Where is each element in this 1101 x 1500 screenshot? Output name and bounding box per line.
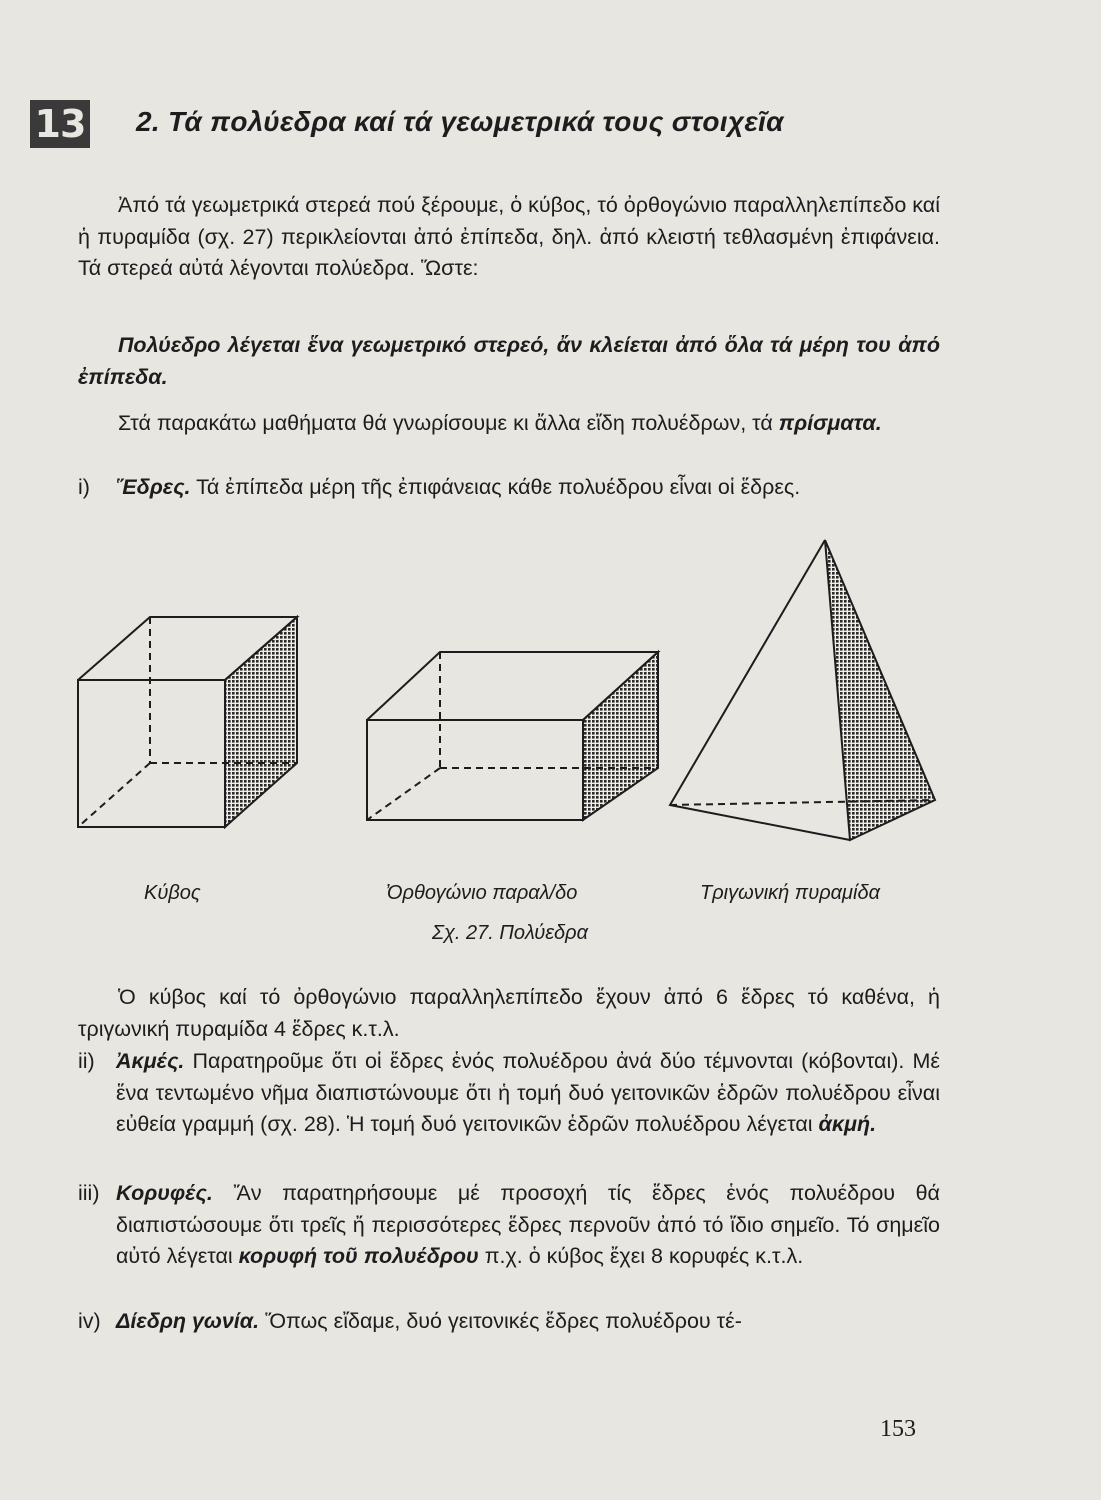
- item-text: Ὅπως εἴδαμε, δυό γειτονικές ἕδρες πολυέδρου τέ-: [265, 1309, 742, 1333]
- pyramid-front-edges: [670, 540, 850, 840]
- faces-count-paragraph: Ὁ κύβος καί τό ὀρθογώνιο παραλληλεπίπεδο ἔχουν ἀπό 6 ἕδρες τό καθένα, ἡ τριγωνική πυραμίδα 4 ἕδρες κ.τ.λ.: [78, 985, 940, 1041]
- chapter-badge: 13: [30, 100, 90, 148]
- item-text-secondary: π.χ. ὁ κύβος ἔχει 8 κορυφές κ.τ.λ.: [484, 1244, 804, 1268]
- intro-paragraph: Ἀπό τά γεωμετρικά στερεά πού ξέρουμε, ὁ κύβος, τό ὀρθογώνιο παραλληλεπίπεδο καί ἡ πυραμίδα (σχ. 27) περικλείονται ἀπό ἐπίπεδα, δηλ. ἀπό κλειστή τεθλασμένη ἐπιφάνεια. Τά στερεά αὐτά λέγονται πολύεδρα. Ὥστε:: [78, 193, 940, 280]
- pyramid-figure: [670, 540, 935, 840]
- item-dihedral: [78, 1306, 940, 1338]
- box-label: Ὀρθογώνιο παραλ/δο: [386, 882, 578, 904]
- figure-caption: Σχ. 27. Πολύεδρα: [432, 922, 588, 944]
- item-edges: [78, 1046, 940, 1141]
- item-term-secondary: κορυφή τοῦ πολυέδρου: [238, 1244, 479, 1268]
- pyramid-label: Τριγωνική πυραμίδα: [700, 882, 880, 904]
- polyhedra-drawing: [60, 520, 960, 860]
- item-faces: [78, 472, 940, 504]
- cube-front-face: [78, 680, 225, 827]
- item-number: ii): [78, 1049, 95, 1073]
- cube-figure: [78, 617, 297, 827]
- item-text: Παρατηροῦμε ὅτι οἱ ἕδρες ἑνός πολυέδρου ἀνά δύο τέμνονται (κόβονται). Μέ ἕνα τεντωμένο νῆμα διαπιστώνουμε ὅτι ἡ τομή δυό γειτονικῶν ἑδρῶν πολυέδρου εἶναι εὐθεία γραμμή (σχ. 28). Ἡ τομή δυό γειτονικῶν ἑδρῶν πολυέδρου λέγεται: [116, 1049, 940, 1136]
- item-number: i): [78, 475, 90, 499]
- box-front-face: [367, 720, 583, 820]
- item-text: Τά ἐπίπεδα μέρη τῆς ἐπιφάνειας κάθε πολυέδρου εἶναι οἱ ἕδρες.: [196, 475, 801, 499]
- section-title: 2. Τά πολύεδρα καί τά γεωμετρικά τους στοιχεῖα: [136, 106, 784, 137]
- cube-label: Κύβος: [144, 882, 201, 904]
- page-number: 153: [880, 1416, 916, 1442]
- item-term-secondary: ἀκμή.: [818, 1112, 877, 1136]
- item-term: Κορυφές.: [116, 1181, 213, 1205]
- definition-paragraph: Πολύεδρο λέγεται ἕνα γεωμετρικό στερεό, ἄν κλείεται ἀπό ὅλα τά μέρη του ἀπό ἐπίπεδα.: [78, 333, 940, 389]
- item-term: Ἕδρες.: [116, 475, 191, 499]
- box-figure: [367, 652, 658, 820]
- item-text: Ἄν παρατηρήσουμε μέ προσοχή τίς ἕδρες ἑνός πολυέδρου θά διαπιστώσουμε ὅτι τρεῖς ἤ περισσότερες ἕδρες περνοῦν ἀπό τό ἴδιο σημεῖο. Τό σημεῖο αὐτό λέγεται: [116, 1181, 940, 1268]
- item-term: Δίεδρη γωνία.: [116, 1309, 260, 1333]
- prisms-term: πρίσματα.: [778, 411, 882, 435]
- figure-polyhedra: [60, 520, 960, 860]
- item-vertices: [78, 1178, 940, 1273]
- item-number: iv): [78, 1309, 101, 1333]
- item-number: iii): [78, 1181, 100, 1205]
- prisms-text: Στά παρακάτω μαθήματα θά γνωρίσουμε κι ἄλλα εἴδη πολυέδρων, τά: [118, 411, 773, 435]
- item-term: Ἀκμές.: [116, 1049, 185, 1073]
- prisms-paragraph: [78, 408, 940, 440]
- pyramid-shaded-face: [825, 540, 935, 840]
- box-shaded-face: [583, 652, 658, 820]
